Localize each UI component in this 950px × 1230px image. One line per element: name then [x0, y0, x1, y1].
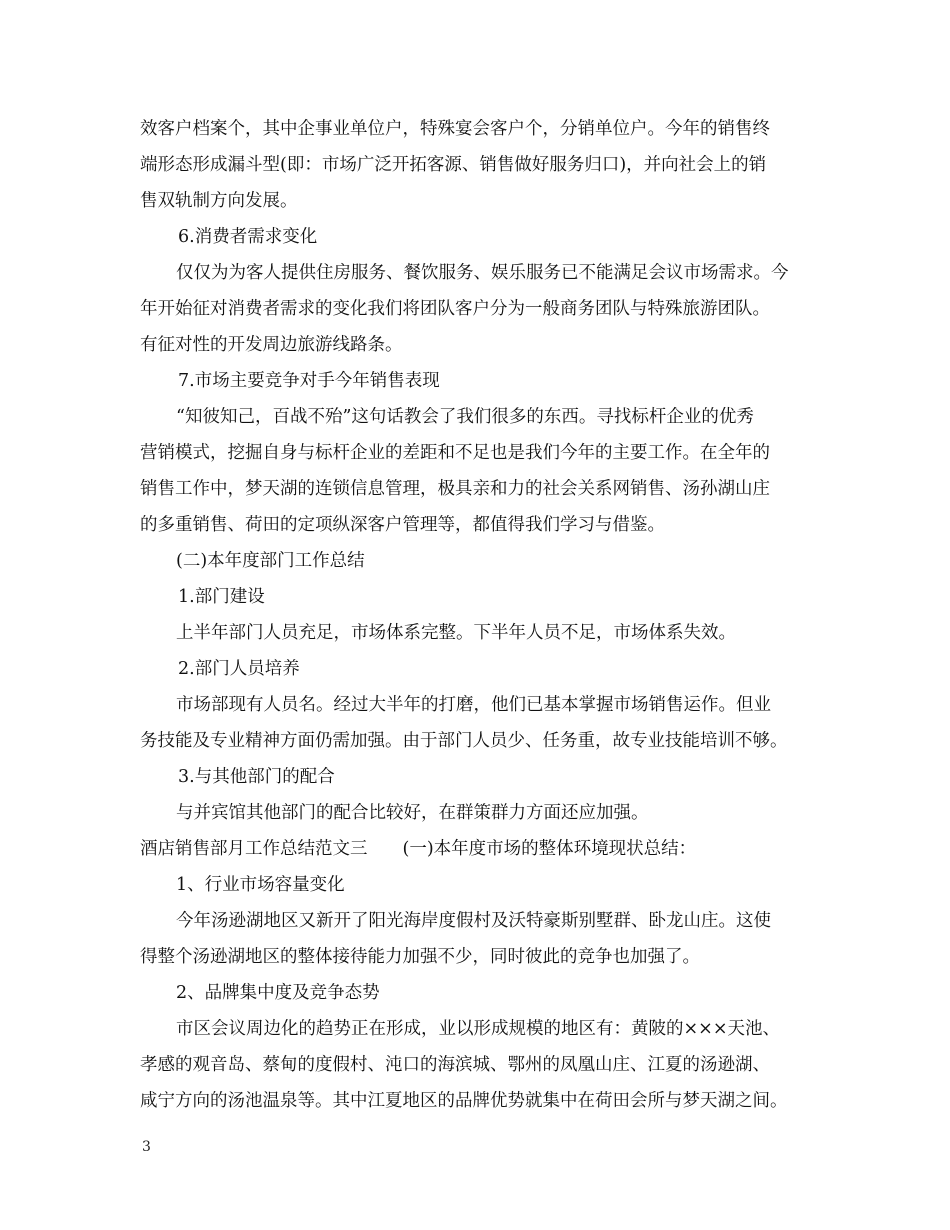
- text-line: 售双轨制方向发展。: [140, 191, 298, 211]
- text-line: 有征对性的开发周边旅游线路条。: [140, 335, 403, 355]
- text-line: 营销模式，挖掘自身与标杆企业的差距和不足也是我们今年的主要工作。在全年的: [140, 443, 770, 463]
- section-heading: 1.部门建设: [178, 587, 265, 607]
- section-heading: 2.部门人员培养: [178, 659, 300, 679]
- text-line: 仅仅为为客人提供住房服务、餐饮服务、娱乐服务已不能满足会议市场需求。今: [176, 263, 789, 283]
- page-number: 3: [142, 1139, 151, 1155]
- section-heading: 7.市场主要竞争对手今年销售表现: [178, 371, 440, 391]
- text-line: 2、品牌集中度及竞争态势: [176, 983, 380, 1003]
- text-line: “知彼知己，百战不殆”这句话教会了我们很多的东西。寻找标杆企业的优秀: [176, 407, 754, 427]
- text-line: 1、行业市场容量变化: [176, 875, 345, 895]
- text-line: 年开始征对消费者需求的变化我们将团队客户分为一般商务团队与特殊旅游团队。: [140, 299, 770, 319]
- document-body: [140, 111, 830, 1119]
- section-heading: 3.与其他部门的配合: [178, 767, 335, 787]
- text-line: 咸宁方向的汤池温泉等。其中江夏地区的品牌优势就集中在荷田会所与梦天湖之间。: [140, 1091, 788, 1111]
- text-line: 务技能及专业精神方面仍需加强。由于部门人员少、任务重，故专业技能培训不够。: [140, 731, 788, 751]
- text-line: 市区会议周边化的趋势正在形成，业以形成规模的地区有：黄陂的×××天池、: [176, 1019, 780, 1039]
- section-heading: 6.消费者需求变化: [178, 227, 318, 247]
- text-line: 销售工作中，梦天湖的连锁信息管理，极具亲和力的社会关系网销售、汤孙湖山庄: [140, 479, 770, 499]
- text-line: 的多重销售、荷田的定项纵深客户管理等，都值得我们学习与借鉴。: [140, 515, 665, 535]
- text-line: 今年汤逊湖地区又新开了阳光海岸度假村及沃特豪斯别墅群、卧龙山庄。这使: [176, 911, 771, 931]
- text-line: 上半年部门人员充足，市场体系完整。下半年人员不足，市场体系失效。: [176, 623, 736, 643]
- text-line: 得整个汤逊湖地区的整体接待能力加强不少，同时彼此的竞争也加强了。: [140, 947, 700, 967]
- text-line: 端形态形成漏斗型(即：市场广泛开拓客源、销售做好服务归口)，并向社会上的销: [140, 155, 767, 175]
- text-line: 市场部现有人员名。经过大半年的打磨，他们已基本掌握市场销售运作。但业: [176, 695, 771, 715]
- text-line: 效客户档案个，其中企事业单位户，特殊宴会客户个，分销单位户。今年的销售终: [140, 119, 770, 139]
- text-line: 酒店销售部月工作总结范文三 (一)本年度市场的整体环境现状总结：: [140, 839, 697, 859]
- text-line: 与并宾馆其他部门的配合比较好，在群策群力方面还应加强。: [176, 803, 649, 823]
- text-line: 孝感的观音岛、蔡甸的度假村、沌口的海滨城、鄂州的凤凰山庄、江夏的汤逊湖、: [140, 1055, 770, 1075]
- text-line: (二)本年度部门工作总结: [176, 551, 365, 571]
